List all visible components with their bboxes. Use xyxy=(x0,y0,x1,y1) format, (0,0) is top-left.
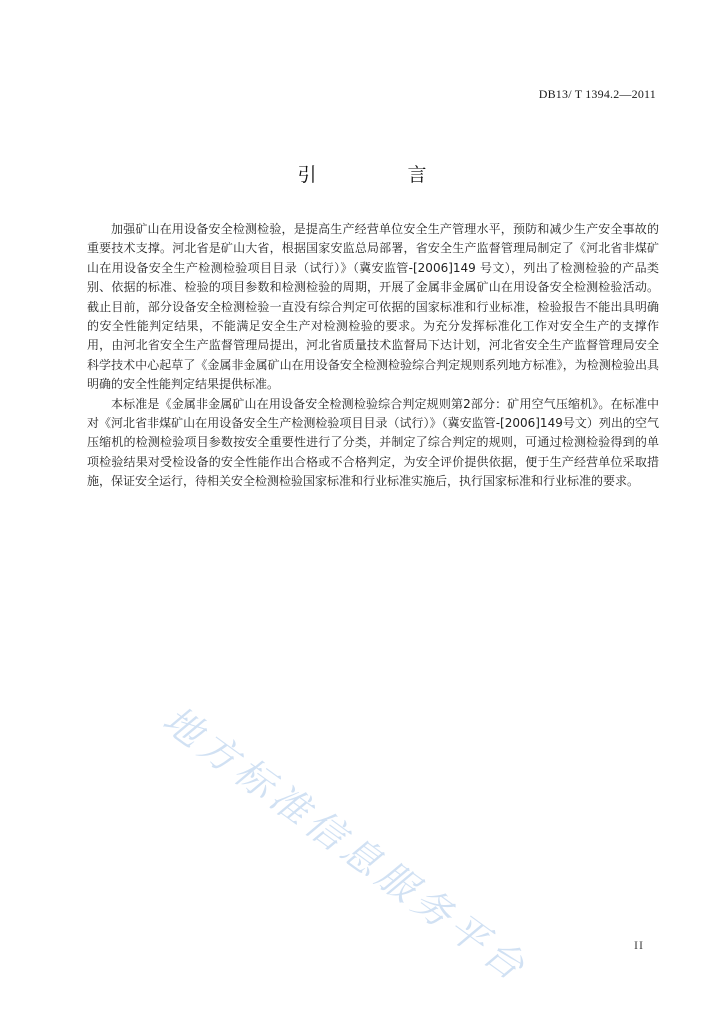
paragraph-2: 本标准是《金属非金属矿山在用设备安全检测检验综合判定规则第2部分：矿用空气压缩机》。在标准中对《河北省非煤矿山在用设备安全生产检测检验项目目录（试行）》（冀安监管-[2006]149号文）列出的空气压缩机的检测检验项目参数按安全重要性进行了分类，并制定了综合判定的规则，可通过检测检验得到的单项检验结果对受检设备的安全性能作出合格或不合格判定，为安全评价提供依据，便于生产经营单位采取措施，保证安全运行，待相关安全检测检验国家标准和行业标准实施后，执行国家标准和行业标准的要求。 xyxy=(87,396,659,489)
page-number: II xyxy=(634,938,644,952)
document-body xyxy=(87,220,659,492)
document-code: DB13/ T 1394.2—2011 xyxy=(538,87,656,101)
paragraph-1: 加强矿山在用设备安全检测检验，是提高生产经营单位安全生产管理水平，预防和减少生产安全事故的重要技术支撑。河北省是矿山大省，根据国家安监总局部署，省安全生产监督管理局制定了《河北省非煤矿山在用设备安全生产检测检验项目目录（试行）》（冀安监管-[2006]149 号文），列出了检测检验的产品类别、依据的标准、检验的项目参数和检测检验的周期，开展了金属非金属矿山在用设备安全检测检验活动。截止目前，部分设备安全检测检验一直没有综合判定可依据的国家标准和行业标准，检验报告不能出具明确的安全性能判定结果，不能满足安全生产对检测检验的要求。为充分发挥标准化工作对安全生产的支撑作用，由河北省安全生产监督管理局提出，河北省质量技术监督局下达计划，河北省安全生产监督管理局安全科学技术中心起草了《金属非金属矿山在用设备安全检测检验综合判定规则系列地方标准》，为检测检验出具明确的安全性能判定结果提供标准。 xyxy=(87,222,659,392)
section-title: 引 言 xyxy=(297,164,463,186)
watermark: 地方标准信息服务平台 xyxy=(154,697,537,992)
